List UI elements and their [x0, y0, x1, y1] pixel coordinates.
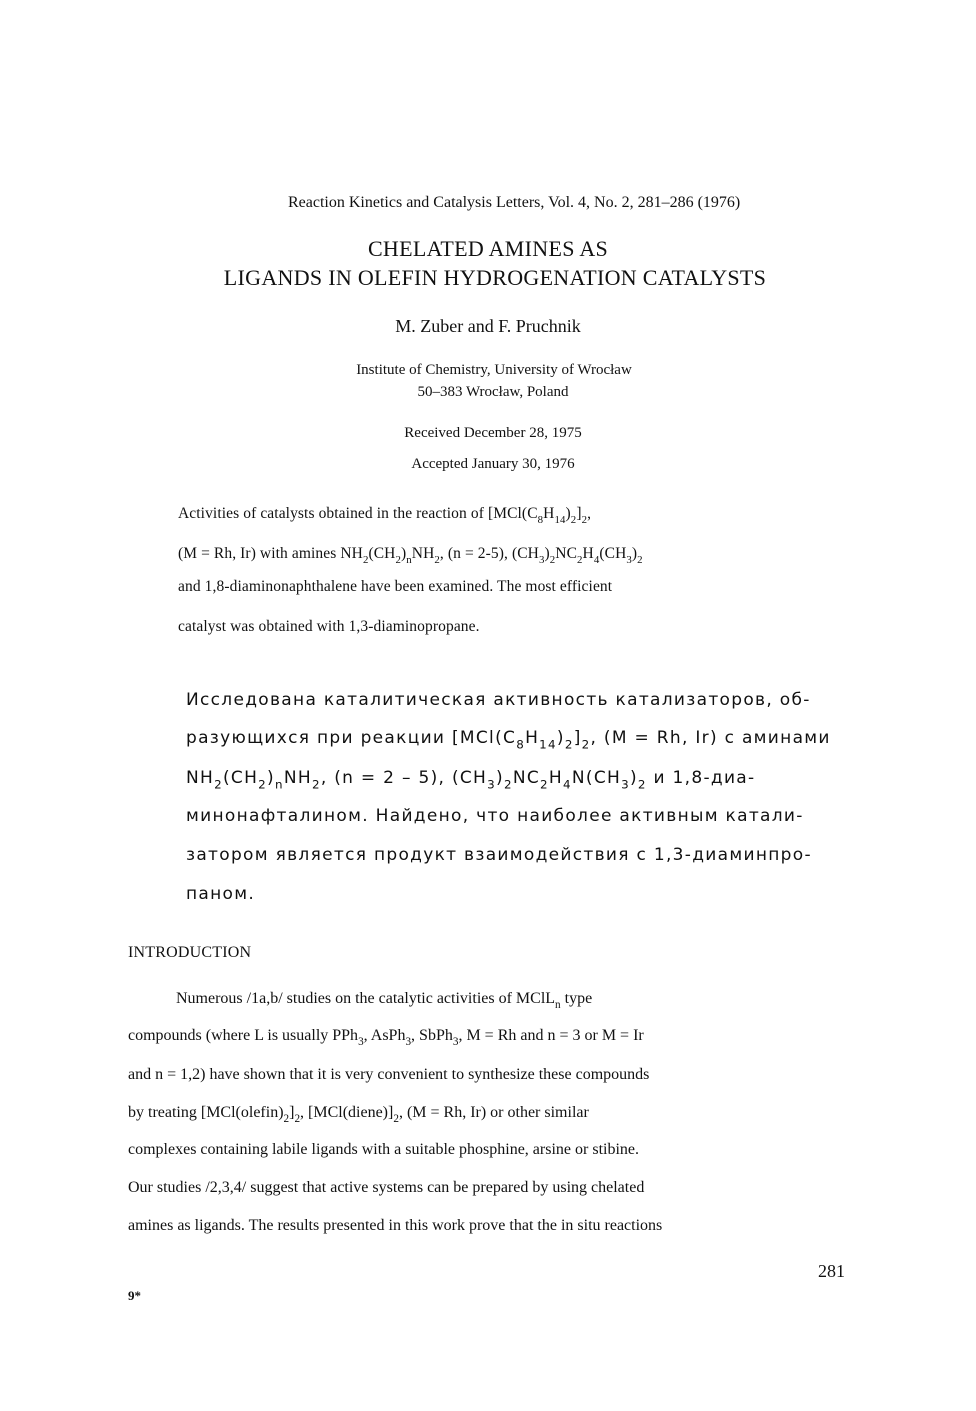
body-line-3: and n = 1,2) have shown that it is very convenient to synthesize these compounds — [128, 1066, 650, 1083]
abstract-en-line-3: and 1,8-diaminonaphthalene have been examined. The most efficient — [178, 578, 613, 595]
received-date: Received December 28, 1975 — [404, 425, 582, 441]
abstract-en-line-2: (M = Rh, Ir) with amines $NH_2(CH_2)_nNH_2$, (n = 2-5), $(CH_3)_2NC_2H_4(CH_3)_2$ — [178, 545, 643, 566]
section-heading-introduction: INTRODUCTION — [128, 944, 252, 961]
body-line-7: amines as ligands. The results presented in this work prove that the in situ reactions — [128, 1217, 663, 1234]
abstract-ru-line-3: $NH_2(CH_2)_nNH_2$, (n = 2 – 5), $(CH_3)_2NC_2H_4N(CH_3)_2$ и 1,8-диа- — [186, 768, 756, 792]
body-line-5: complexes containing labile ligands with a suitable phosphine, arsine or stibine. — [128, 1141, 639, 1158]
body-line-2: compounds (where L is usually PPh$_3$, AsPh$_3$, SbPh$_3$, M = Rh and n = 3 or M = Ir — [128, 1027, 644, 1049]
abstract-ru-line-1: Исследована каталитическая активность катализаторов, об- — [186, 690, 811, 710]
signature-mark: 9* — [128, 1288, 141, 1303]
authors: M. Zuber and F. Pruchnik — [395, 316, 581, 336]
abstract-en-line-1: Activities of catalysts obtained in the reaction of $[MCl(C_8H_{14})_2]_2$, — [178, 505, 592, 526]
abstract-ru-line-2: разующихся при реакции $[MCl(C_8H_{14})_2]_2$, (M = Rh, Ir) с аминами — [186, 728, 831, 752]
body-line-4: by treating $[MCl(olefin)_2]_2$, $[MCl(diene)]_2$, (M = Rh, Ir) or other similar — [128, 1104, 589, 1126]
body-line-6: Our studies /2,3,4/ suggest that active systems can be prepared by using chelated — [128, 1179, 645, 1196]
page-number: 281 — [818, 1261, 845, 1281]
abstract-ru-line-5: затором является продукт взаимодействия с 1,3-диаминпро- — [186, 845, 812, 865]
article-title-line-2: LIGANDS IN OLEFIN HYDROGENATION CATALYSTS — [223, 265, 767, 290]
affiliation-line-1: Institute of Chemistry, University of Wrocław — [356, 362, 632, 378]
body-line-1: Numerous /1a,b/ studies on the catalytic activities of MClL$_n$ type — [176, 990, 593, 1012]
abstract-ru-line-6: паном. — [186, 884, 256, 904]
abstract-en-line-4: catalyst was obtained with 1,3-diaminopropane. — [178, 618, 480, 635]
article-title-line-1: CHELATED AMINES AS — [367, 236, 609, 261]
affiliation-line-2: 50–383 Wrocław, Poland — [417, 384, 569, 400]
journal-citation: Reaction Kinetics and Catalysis Letters, Vol. 4, No. 2, 281–286 (1976) — [288, 194, 741, 211]
abstract-ru-line-4: минонафталином. Найдено, что наиболее активным катали- — [186, 806, 804, 826]
accepted-date: Accepted January 30, 1976 — [411, 456, 575, 472]
